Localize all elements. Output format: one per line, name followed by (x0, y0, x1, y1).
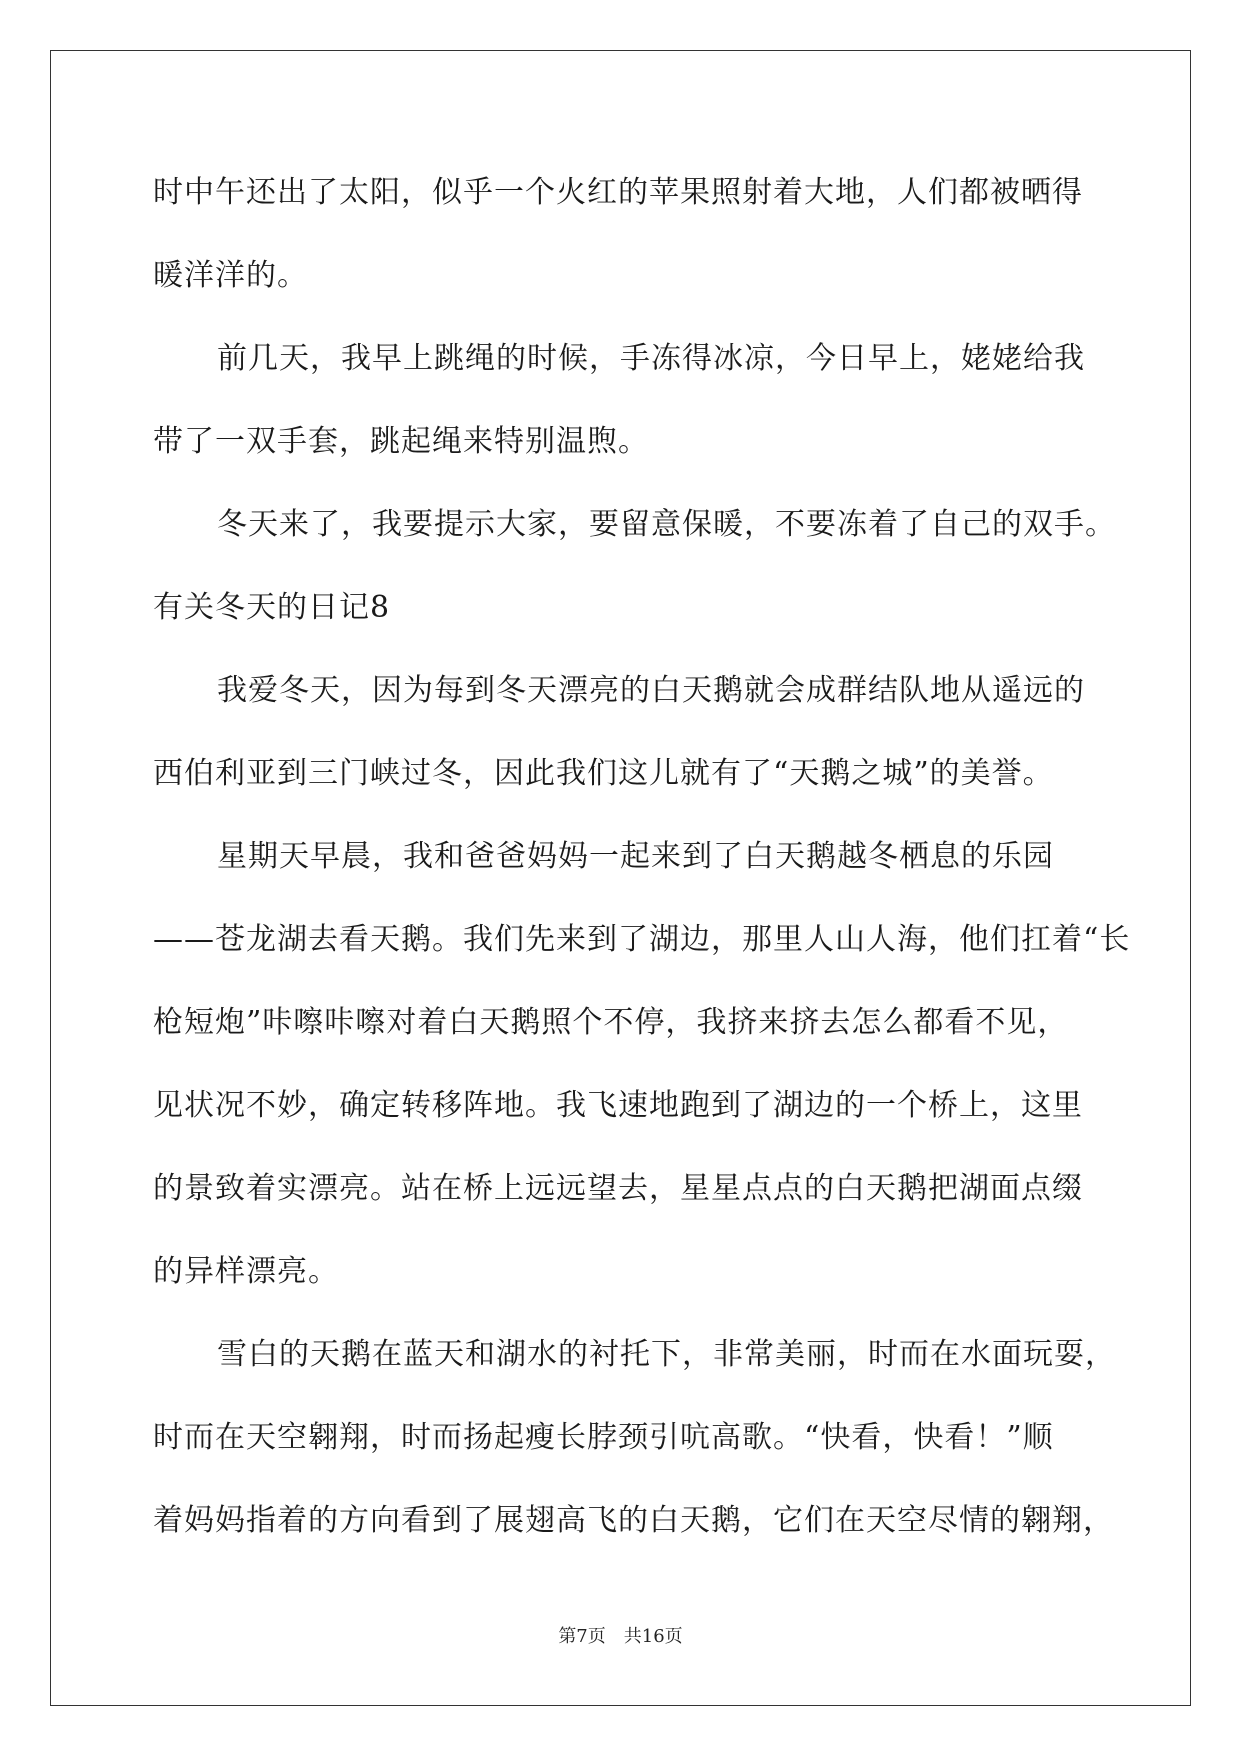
text-line: ——苍龙湖去看天鹅。我们先来到了湖边，那里人山人海，他们扛着“长 (153, 922, 1131, 957)
text-line: 着妈妈指着的方向看到了展翅高飞的白天鹅，它们在天空尽情的翱翔， (153, 1503, 1114, 1538)
text-line: 暖洋洋的。 (153, 258, 308, 293)
paragraph-start: 前几天，我早上跳绳的时候，手冻得冰凉，今日早上，姥姥给我 (217, 341, 1085, 376)
text-line: 的景致着实漂亮。站在桥上远远望去，星星点点的白天鹅把湖面点缀 (153, 1171, 1083, 1206)
text-line: 时中午还出了太阳，似乎一个火红的苹果照射着大地，人们都被晒得 (153, 175, 1083, 210)
paragraph-start: 我爱冬天，因为每到冬天漂亮的白天鹅就会成群结队地从遥远的 (217, 673, 1085, 708)
text-line: 枪短炮”咔嚓咔嚓对着白天鹅照个不停，我挤来挤去怎么都看不见， (153, 1005, 1069, 1040)
text-line: 西伯利亚到三门峡过冬，因此我们这儿就有了“天鹅之城”的美誉。 (153, 756, 1054, 791)
text-line: 的异样漂亮。 (153, 1254, 339, 1289)
paragraph-start: 冬天来了，我要提示大家，要留意保暖，不要冻着了自己的双手。 (217, 507, 1116, 542)
paragraph-start: 雪白的天鹅在蓝天和湖水的衬托下，非常美丽，时而在水面玩耍， (217, 1337, 1116, 1372)
document-body (153, 159, 1131, 1570)
page-number-footer: 第7页 共16页 (558, 1626, 683, 1647)
paragraph-start: 星期天早晨，我和爸爸妈妈一起来到了白天鹅越冬栖息的乐园 (217, 839, 1054, 874)
section-heading: 有关冬天的日记8 (153, 590, 391, 625)
text-line: 见状况不妙，确定转移阵地。我飞速地跑到了湖边的一个桥上，这里 (153, 1088, 1083, 1123)
text-line: 时而在天空翱翔，时而扬起瘦长脖颈引吭高歌。“快看，快看！”顺 (153, 1420, 1054, 1455)
text-line: 带了一双手套，跳起绳来特别温煦。 (153, 424, 649, 459)
